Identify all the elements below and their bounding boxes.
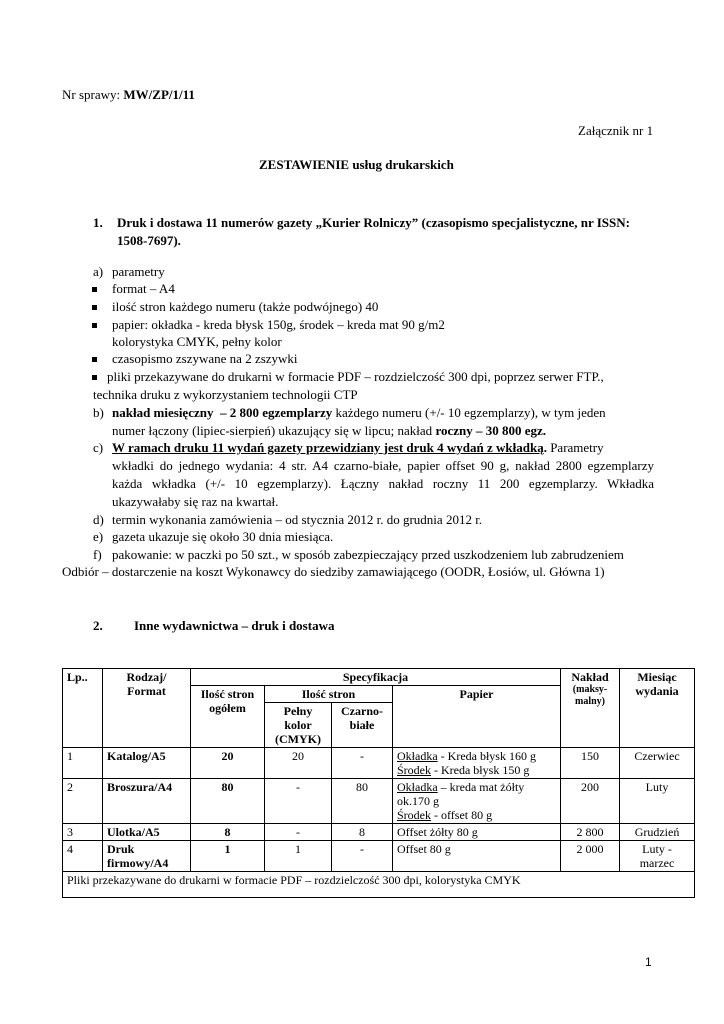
header-naklad-label: Nakład (571, 670, 609, 684)
item-b-label: b) (93, 405, 104, 420)
section1-heading-line2: 1508-7697). (117, 233, 181, 248)
paper-part-label: Okładka (397, 749, 438, 763)
cell-papier: Offset 80 g (393, 841, 561, 872)
bullet-item-continuation: technika druku z wykorzystaniem technologii CTP (93, 387, 358, 402)
cell-cb: 80 (332, 779, 393, 824)
header-ilosc-ogolem: Ilość stron ogółem (191, 686, 265, 748)
bullet-item: ilość stron każdego numeru (także podwójnego) 40 (112, 299, 379, 314)
item-c-line3: każda wkładka (+/- 10 egzemplarzy). Łączny nakład roczny 11 200 egzemplarzy. Wkładka (112, 476, 654, 491)
item-b-line2 (112, 422, 546, 440)
page-title (259, 156, 454, 174)
paper-part-value: – kreda mat żółty ok.170 g (397, 780, 525, 808)
item-e-text: gazeta ukazuje się około 30 dnia miesiąca. (112, 529, 334, 544)
cell-kolor: 1 (265, 841, 332, 872)
paper-part-value: - Kreda błysk 160 g (437, 749, 536, 763)
cell-kolor: - (265, 824, 332, 841)
cell-naklad: 2 800 (561, 824, 620, 841)
table-row (63, 824, 695, 841)
table-footer-row (63, 872, 695, 898)
header-papier: Papier (393, 686, 561, 748)
cell-papier (393, 748, 561, 779)
case-label: Nr sprawy: (62, 87, 124, 102)
section2-heading: Inne wydawnictwa – druk i dostawa (134, 618, 335, 633)
item-c-line4: ukazywałaby się raz na kwartał. (112, 494, 279, 509)
cell-rodzaj: Katalog/A5 (103, 748, 191, 779)
attachment-label: Załącznik nr 1 (578, 123, 654, 138)
cell-ogolem: 1 (191, 841, 265, 872)
bullet-icon (92, 357, 97, 362)
case-number: MW/ZP/1/11 (123, 87, 195, 102)
cell-rodzaj: Ulotka/A5 (103, 824, 191, 841)
cell-naklad: 150 (561, 748, 620, 779)
item-b-line1 (112, 404, 606, 422)
item-a-label: a) (93, 264, 104, 279)
header-ilosc-stron: Ilość stron (265, 686, 393, 703)
cell-papier (393, 779, 561, 824)
publications-table (62, 668, 695, 898)
item-d-label: d) (93, 512, 104, 527)
cell-miesiac: Luty - marzec (620, 841, 695, 872)
table-row (63, 779, 695, 824)
section1-number: 1. (93, 215, 103, 230)
bullet-item: papier: okładka - kreda błysk 150g, środek – kreda mat 90 g/m2 (112, 317, 445, 332)
paper-part-label: Środek (397, 808, 431, 822)
item-f-text: pakowanie: w paczki po 50 szt., w sposób zabezpieczający przed uszkodzeniem lub zabrudzeniem (112, 547, 624, 562)
header-czarno-biale: Czarno-białe (332, 703, 393, 748)
header-specyfikacja: Specyfikacja (191, 669, 561, 686)
cell-ogolem: 8 (191, 824, 265, 841)
item-a-text: parametry (112, 264, 165, 279)
cell-kolor: - (265, 779, 332, 824)
paper-part-label: Środek (397, 763, 431, 777)
header-lp: Lp.. (63, 669, 103, 748)
table-row (63, 841, 695, 872)
cell-rodzaj: Broszura/A4 (103, 779, 191, 824)
header-miesiac: Miesiąc wydania (620, 669, 695, 748)
cell-cb: - (332, 841, 393, 872)
bullet-item: pliki przekazywane do drukarni w formacie PDF – rozdzielczość 300 dpi, poprzez serwer FTP., (107, 369, 604, 384)
title-rest: usług drukarskich (349, 157, 454, 172)
item-c-line1 (112, 439, 654, 457)
cell-lp: 2 (63, 779, 103, 824)
item-f-line2: Odbiór – dostarczenie na koszt Wykonawcy do siedziby zamawiającego (OODR, Łosiów, ul. Główna 1) (62, 564, 605, 579)
page-number: 1 (645, 955, 652, 969)
cell-rodzaj: Druk firmowy/A4 (103, 841, 191, 872)
bullet-item: czasopismo zszywane na 2 zszywki (112, 351, 298, 366)
bullet-item: format – A4 (112, 281, 175, 296)
cell-naklad: 2 000 (561, 841, 620, 872)
case-number-line (62, 86, 195, 104)
item-c-rest: Parametry (546, 440, 604, 455)
header-naklad-sub: (maksy-malny) (572, 684, 608, 707)
cell-miesiac: Luty (620, 779, 695, 824)
item-d-text: termin wykonania zamówienia – od stycznia 2012 r. do grudnia 2012 r. (112, 512, 483, 527)
cell-ogolem: 20 (191, 748, 265, 779)
annual-circulation: roczny – 30 800 egz. (435, 423, 547, 438)
section1-heading-line1: Druk i dostawa 11 numerów gazety „Kurier Rolniczy” (czasopismo specjalistyczne, nr ISSN: (117, 215, 630, 230)
item-e-label: e) (93, 529, 104, 544)
item-b-line2-text: numer łączony (lipiec-sierpień) ukazujący się w lipcu; nakład (112, 423, 436, 438)
cell-ogolem: 80 (191, 779, 265, 824)
cell-miesiac: Grudzień (620, 824, 695, 841)
bullet-item-continuation: kolorystyka CMYK, pełny kolor (112, 334, 282, 349)
table-row (63, 748, 695, 779)
cell-lp: 3 (63, 824, 103, 841)
paper-part-value: - Kreda błysk 150 g (431, 763, 530, 777)
header-pelny-kolor: Pełny kolor (CMYK) (265, 703, 332, 748)
cell-cb: - (332, 748, 393, 779)
item-c-label: c) (93, 440, 104, 455)
item-c-underlined: W ramach druku 11 wydań gazety przewidziany jest druk 4 wydań z wkładką (112, 440, 544, 455)
cell-kolor: 20 (265, 748, 332, 779)
cell-papier: Offset żółty 80 g (393, 824, 561, 841)
bullet-icon (92, 287, 97, 292)
cell-lp: 1 (63, 748, 103, 779)
paper-part-value: - offset 80 g (431, 808, 493, 822)
bullet-icon (92, 305, 97, 310)
paper-part-label: Okładka (397, 780, 438, 794)
monthly-circulation-value: – 2 800 egzemplarzy (219, 405, 333, 420)
cell-lp: 4 (63, 841, 103, 872)
section2-number: 2. (93, 618, 103, 633)
cell-cb: 8 (332, 824, 393, 841)
header-naklad (561, 669, 620, 748)
cell-naklad: 200 (561, 779, 620, 824)
item-c-dot: . (543, 440, 547, 455)
cell-miesiac: Czerwiec (620, 748, 695, 779)
bullet-icon (92, 375, 97, 380)
item-b-rest: każdego numeru (+/- 10 egzemplarzy), w tym jeden (332, 405, 606, 420)
item-c-line2: wkładki do jednego wydania: 4 str. A4 czarno-białe, papier offset 90 g, nakład 2800 egzemplarzy (112, 458, 654, 473)
monthly-circulation-label: nakład miesięczny (112, 405, 214, 420)
header-rodzaj: Rodzaj/ Format (103, 669, 191, 748)
item-f-label: f) (93, 547, 102, 562)
bullet-icon (92, 323, 97, 328)
title-bold: ZESTAWIENIE (259, 157, 350, 172)
table-footer: Pliki przekazywane do drukarni w formacie PDF – rozdzielczość 300 dpi, kolorystyka CMYK (63, 872, 695, 898)
